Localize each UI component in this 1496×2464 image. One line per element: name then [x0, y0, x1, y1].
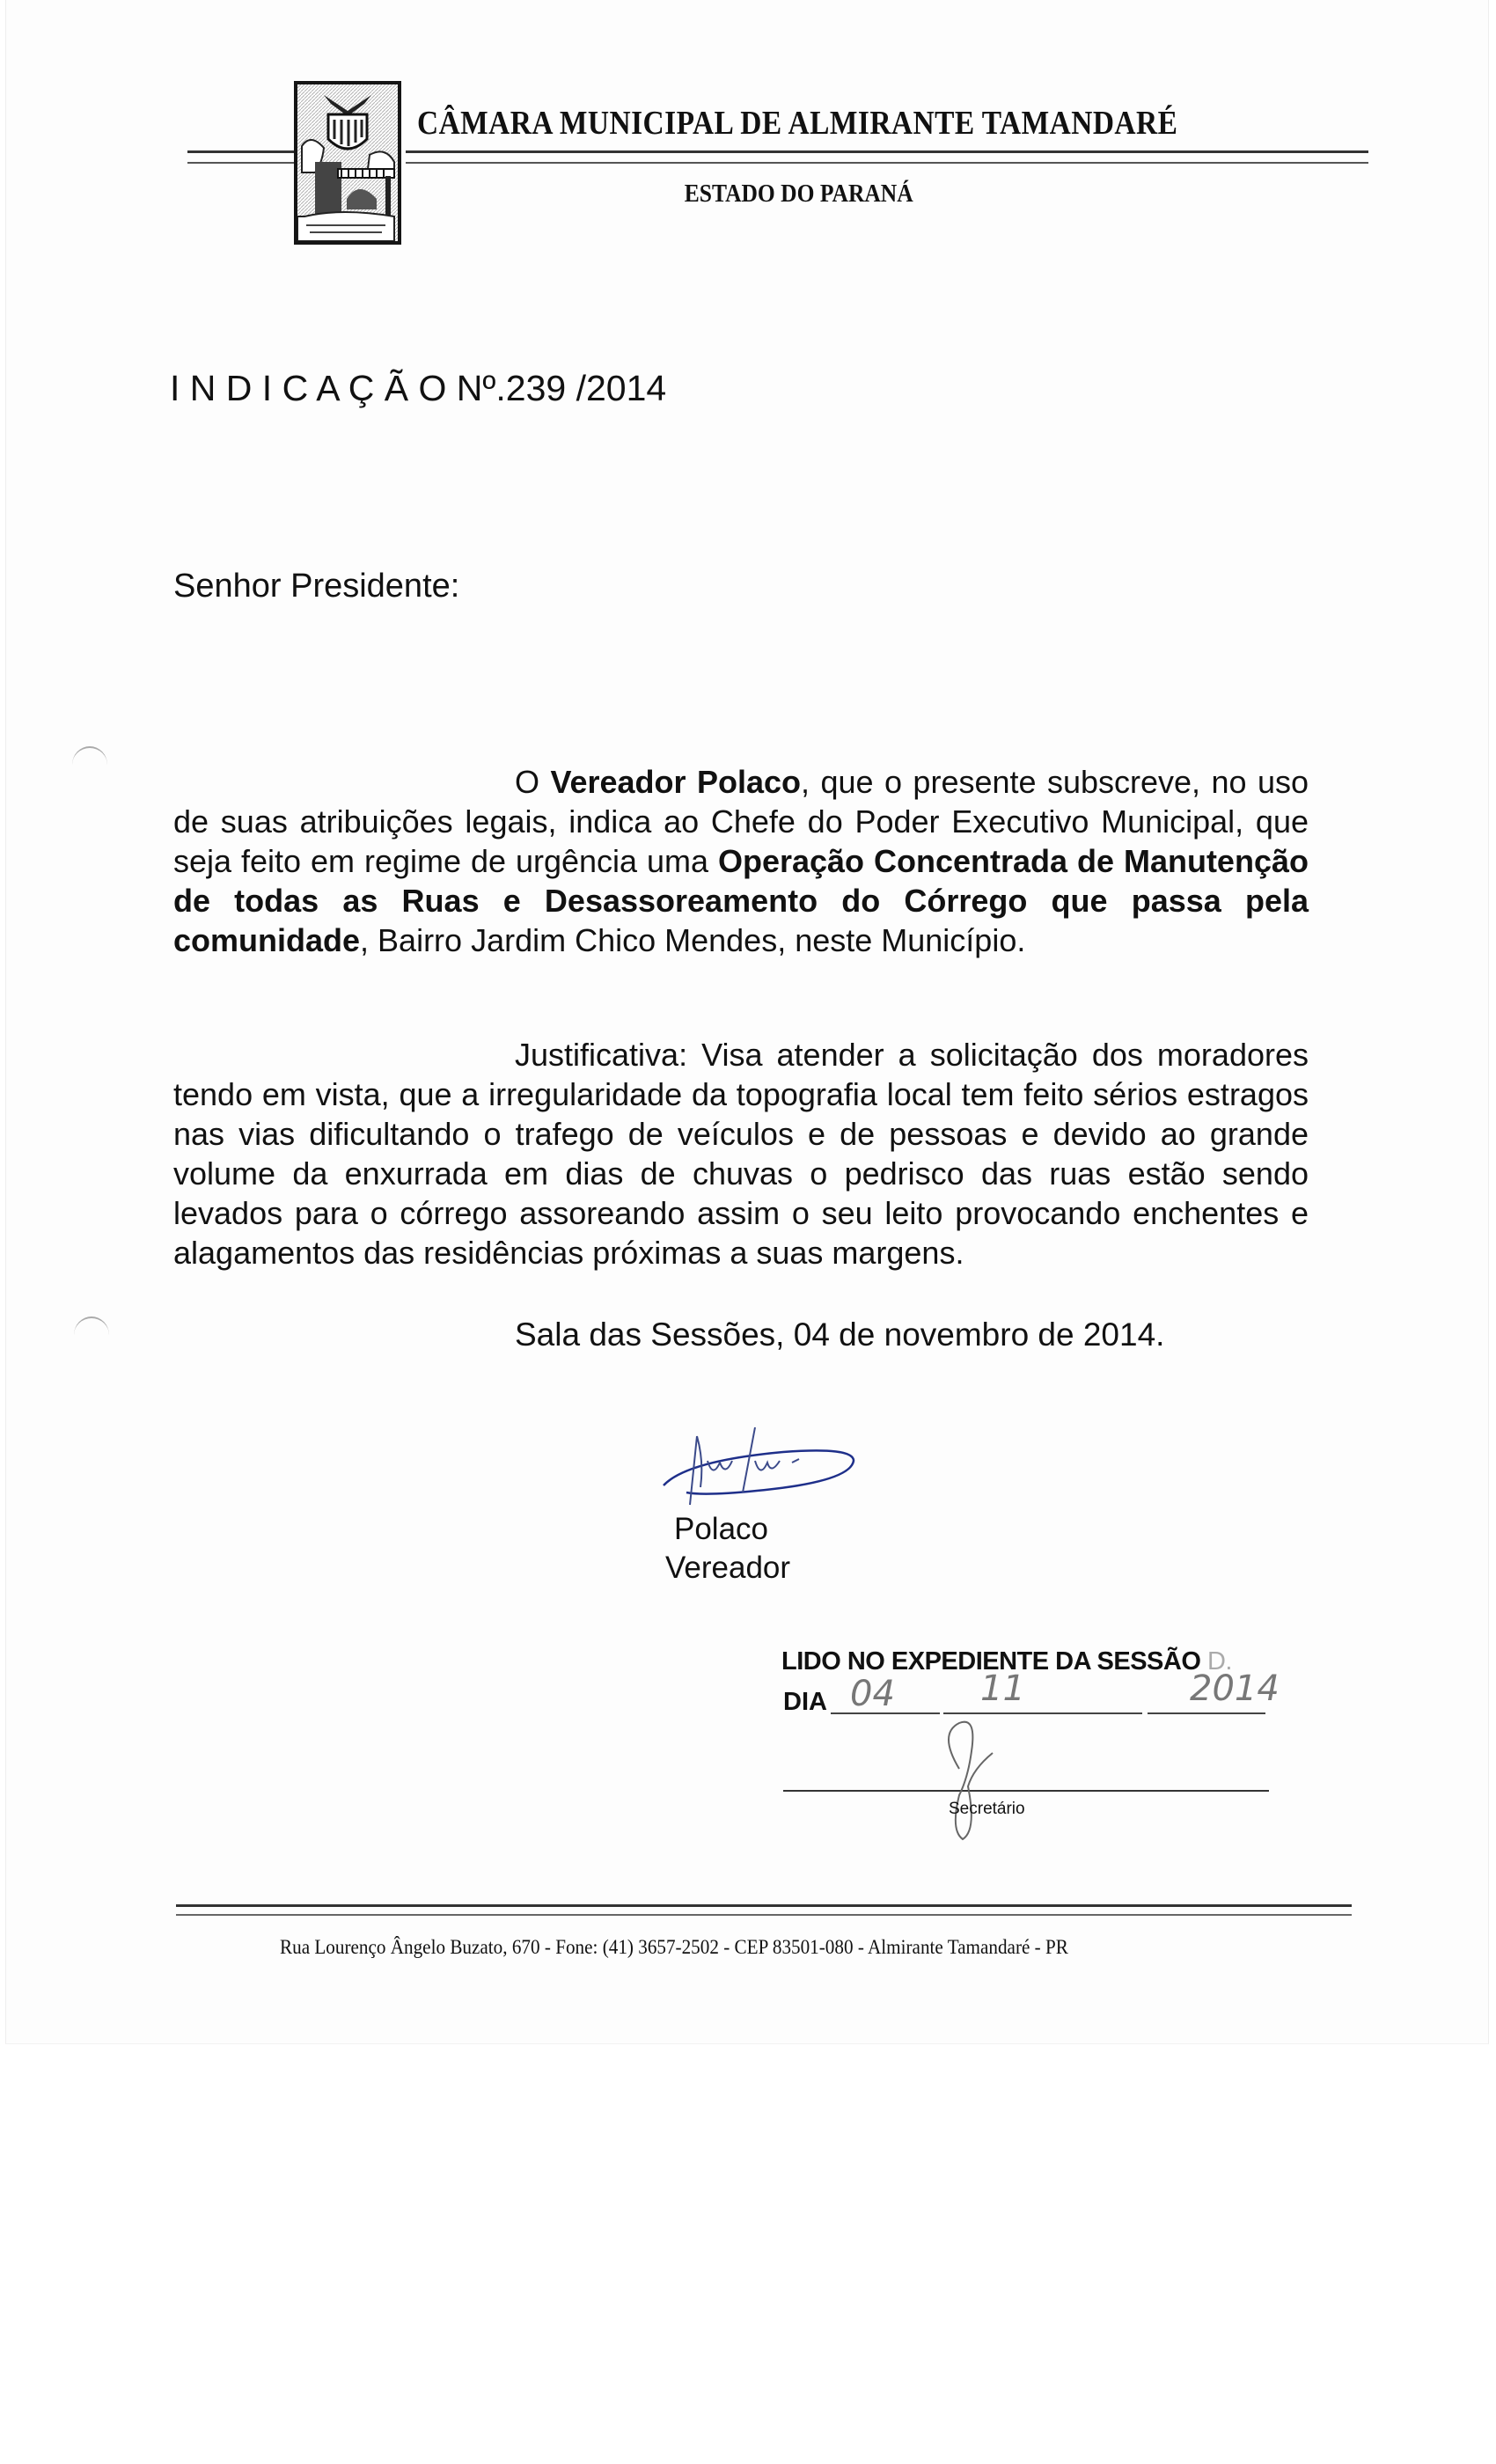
header-rule-bottom-left — [187, 162, 294, 164]
header-rule-top — [406, 150, 1368, 153]
document-title: I N D I C A Ç Ã O Nº.239 /2014 — [170, 368, 667, 408]
requested-operation: Operação Concentrada de Manutenção de todas as Ruas e Desassoreamento do Córrego que passa pela comunidade — [173, 843, 1309, 958]
justification-paragraph — [173, 1035, 1309, 1272]
header-rule-bottom — [406, 162, 1368, 164]
salutation: Senhor Presidente: — [173, 568, 460, 605]
paragraph-text: , Bairro Jardim Chico Mendes, neste Município. — [360, 922, 1026, 958]
secretary-signature — [933, 1716, 1003, 1848]
handwritten-signature — [651, 1408, 862, 1514]
organization-name: CÂMARA MUNICIPAL DE ALMIRANTE TAMANDARÉ — [417, 105, 1178, 142]
punch-hole-mark — [74, 1316, 109, 1353]
organization-state — [0, 180, 1496, 209]
signer-name: Polaco — [674, 1512, 769, 1546]
secretary-label: Secretário — [949, 1800, 1025, 1818]
reading-stamp-text: LIDO NO EXPEDIENTE DA SESSÃO — [781, 1647, 1201, 1676]
handwritten-year: 2014 — [1190, 1668, 1280, 1709]
footer-rule-top — [176, 1904, 1352, 1907]
paragraph-text: O — [515, 764, 551, 800]
indication-paragraph — [173, 762, 1309, 960]
reading-stamp-text-faded: D. — [1200, 1647, 1232, 1676]
justification-text: Justificativa: Visa atender a solicitação dos moradores tendo em vista, que a irregularidade da topografia local tem feito sérios estragos nas vias dificultando o trafego de veículos e de pessoas e devido ao grande volume da enxurrada em dias de chuvas o pedrisco das ruas estão sendo levados para o córrego assoreando assim o seu leito provocando enchentes e alagamentos das residências próximas a suas margens. — [173, 1037, 1309, 1271]
paragraph-text: , que o presente subscreve, no uso de suas atribuições legais, indica ao Chefe do Poder Executivo Municipal, que seja feito em regime de urgência uma — [173, 764, 1309, 879]
organization-state-text: ESTADO DO PARANÁ — [684, 180, 913, 208]
secretary-signature-line — [783, 1790, 1269, 1792]
closing-date-line: Sala das Sessões, 04 de novembro de 2014. — [515, 1316, 1165, 1353]
footer-rule-bottom — [176, 1914, 1352, 1916]
header-rule-top-left — [187, 150, 294, 153]
signer-role: Vereador — [665, 1551, 791, 1585]
scanned-page — [5, 0, 1489, 2044]
year-underline — [1148, 1712, 1265, 1714]
handwritten-day: 04 — [850, 1674, 895, 1714]
coat-of-arms-icon — [294, 81, 401, 245]
punch-hole-mark — [72, 746, 107, 783]
handwritten-month: 11 — [980, 1668, 1025, 1709]
council-member-name: Vereador Polaco — [550, 764, 802, 800]
footer-address: Rua Lourenço Ângelo Buzato, 670 - Fone: (41) 3657-2502 - CEP 83501-080 - Almirante Tamandaré - PR — [280, 1936, 1068, 1958]
month-underline — [943, 1712, 1142, 1714]
stamp-day-label: DIA — [783, 1688, 827, 1716]
